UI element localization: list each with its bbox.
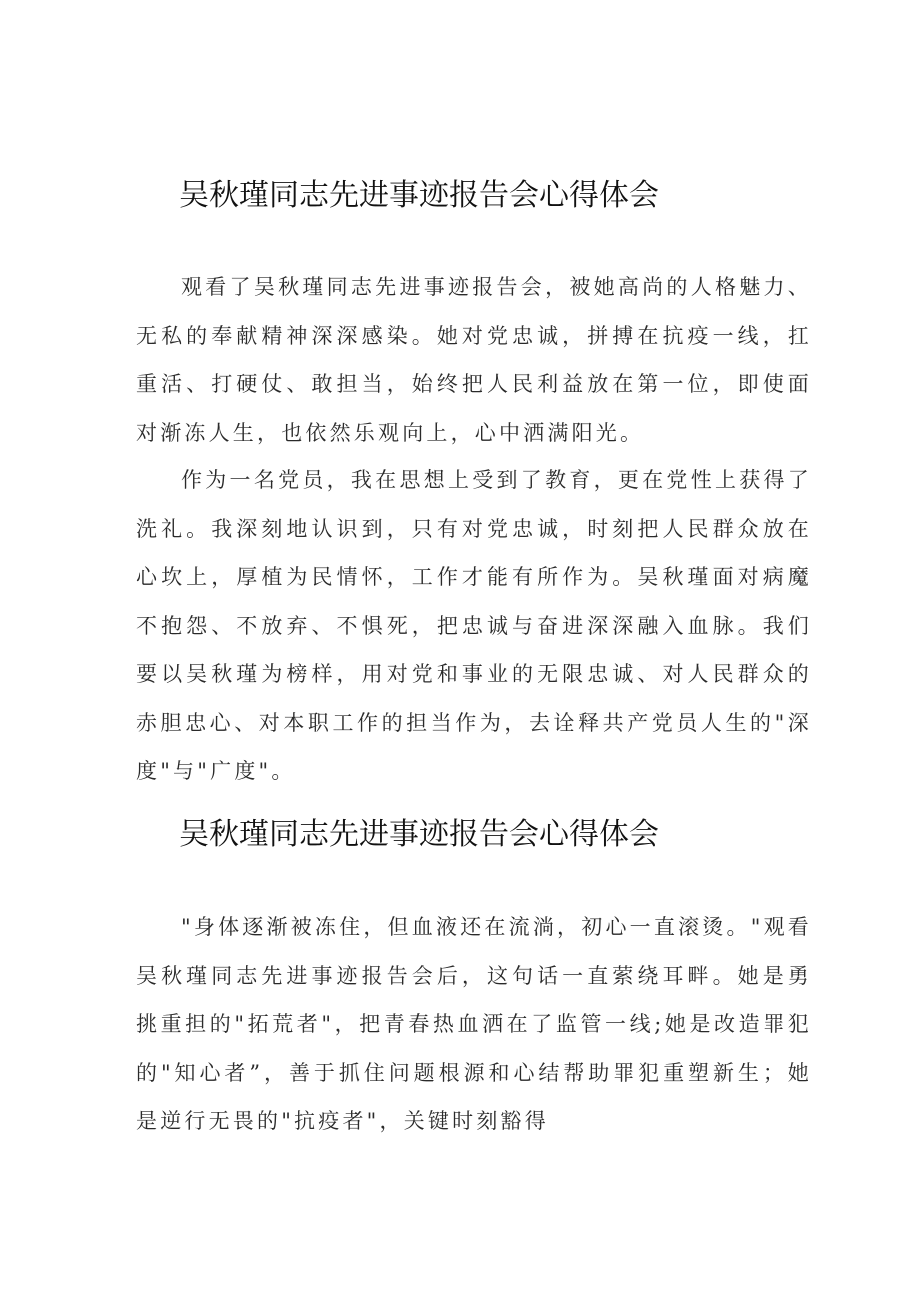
article-title: 吴秋瑾同志先进事迹报告会心得体会 [179, 817, 659, 852]
body-paragraph: 作为一名党员，我在思想上受到了教育，更在党性上获得了洗礼。我深刻地认识到，只有对党忠诚，时刻把人民群众放在心坎上，厚植为民情怀，工作才能有所作为。吴秋瑾面对病魔不抱怨、不放弃、不惧死，把忠诚与奋进深深融入血脉。我们要以吴秋瑾为榜样，用对党和事业的无限忠诚、对人民群众的赤胆忠心、对本职工作的担当作为，去诠释共产党员人生的"深度"与"广度"。 [136, 468, 812, 783]
body-paragraph: "身体逐渐被冻住，但血液还在流淌，初心一直滚烫。"观看吴秋瑾同志先进事迹报告会后，这句话一直萦绕耳畔。她是勇挑重担的"拓荒者"，把青春热血洒在了监管一线;她是改造罪犯的"知心者”，善于抓住问题根源和心结帮助罪犯重塑新生；她是逆行无畏的"抗疫者"，关键时刻豁得 [136, 915, 812, 1133]
body-paragraph: 观看了吴秋瑾同志先进事迹报告会，被她高尚的人格魅力、无私的奉献精神深深感染。她对党忠诚，拼搏在抗疫一线，扛重活、打硬仗、敢担当，始终把人民利益放在第一位，即使面对渐冻人生，也依然乐观向上，心中洒满阳光。 [136, 275, 812, 445]
article-title: 吴秋瑾同志先进事迹报告会心得体会 [179, 178, 659, 213]
